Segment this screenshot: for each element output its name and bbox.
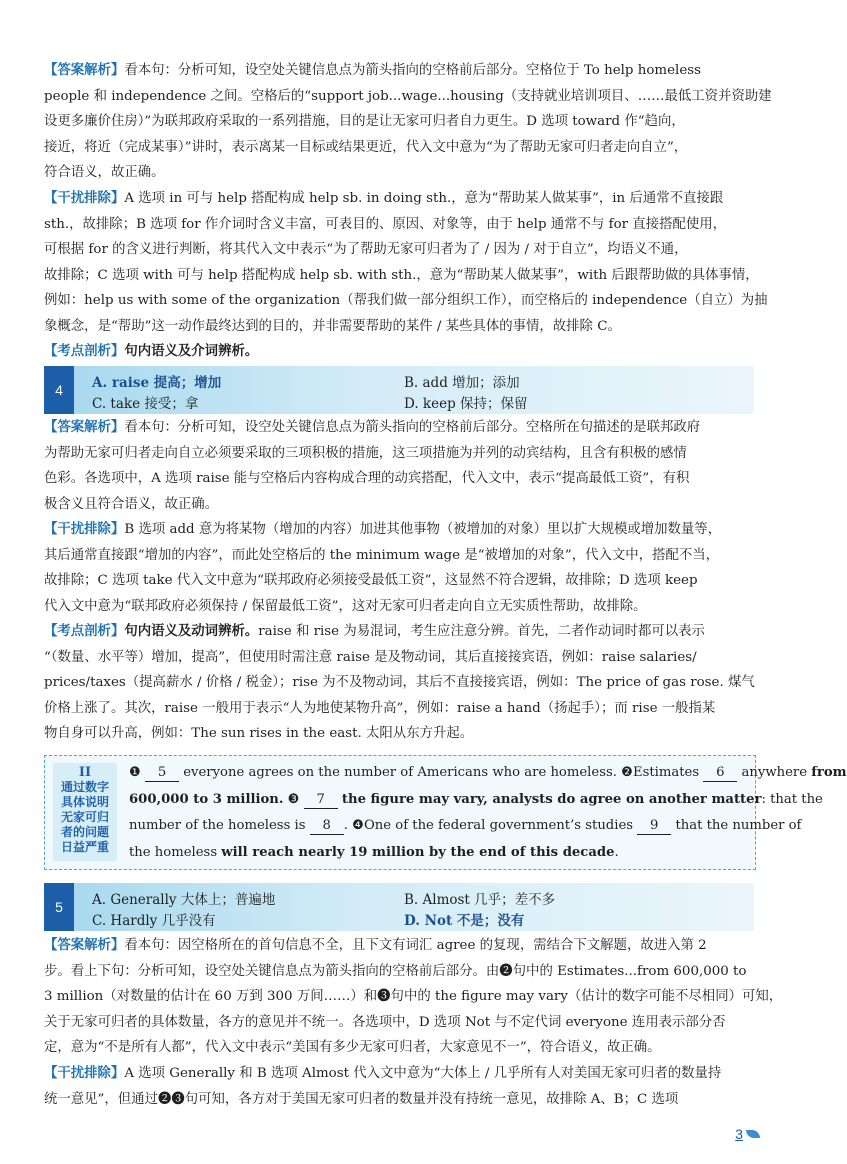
q4-exclusion: 【干扰排除】B 选项 add 意为将某物（增加的内容）加进其他事物（被增加的对象）里以扩大规模或增加数量等， 其后通常直接跟“增加的内容”，而此处空格后的 the minimum wage 是“被增加的对象”，代入文中，搭配不当， 故排除；C 选项 take 代入文中意为“联邦政府必须接受最低工资”，这显然不符合逻辑，故排除；D 选项 keep 代入文中意为“联邦政府必须保持 / 保留最低工资”，这对无家可归者走向自立无实质性帮助，故排除。 [44,521,722,614]
blank-8: 8 [310,818,344,835]
passage-section-2 [44,755,847,870]
q4-options [44,366,754,414]
question-number: 4 [44,366,74,414]
q3-point: 【考点剖析】句内语义及介词辨析。 [44,343,259,359]
page-footer [735,1126,760,1142]
q3-analysis: 【答案解析】看本句：分析可知，设空处关键信息点为箭头指向的空格前后部分。空格位于 To help homeless people 和 independence 之间。空格后的“support job...wage...housing（支持就业培训项目、……最低工资并资助建 设更多廉价住房）”为联邦政府采取的一系列措施，目的是让无家可归者自力更生。D 选项 toward 作“趋向， 接近，将近（完成某事）”讲时，表示离某一目标或结果更近，代入文中意为“为了帮助无家可归者走向自立”， 符合语义，故正确。 [44,62,772,180]
q5-exclusion: 【干扰排除】A 选项 Generally 和 B 选项 Almost 代入文中意为“大体上 / 几乎所有人对美国无家可归者的数量持 统一意见”，但通过❷❸句可知，各方对于美国无家可归者的数量并没有持统一意见，故排除 A、B；C 选项 [44,1065,722,1107]
option-d: D. Not 不是；没有 [404,913,525,929]
q5-options [44,883,754,931]
q5-analysis: 【答案解析】看本句：因空格所在的首句信息不全，且下文有词汇 agree 的复现，需结合下文解题，故进入第 2 步。看上下句：分析可知，设空处关键信息点为箭头指向的空格前后部分。由❷句中的 Estimates...from 600,000 to 3 million（对数量的估计在 60 万到 300 万间……）和❸句中的 the figure may vary（估计的数字可能不尽相同）可知， 关于无家可归者的具体数量，各方的意见并不统一。各选项中，D 选项 Not 与不定代词 everyone 连用表示部分否 定，意为“不是所有人都”，代入文中表示“美国有多少无家可归者，大家意见不一”，符合语义，故正确。 [44,937,783,1055]
analysis-label: 【答案解析】 [44,62,125,78]
point-label: 【考点剖析】 [44,343,125,359]
blank-5: 5 [145,765,179,782]
passage-text: ❶ 5 everyone agrees on the number of Americans who are homeless. ❷Estimates 6 anywhere from 600,000 to 3 million. ❸ 7 the figure may vary, analysts do agree on another matter: that the number of the homeless is 8 . ❹One of the federal government’s studies 9 that the number of the homeless will reach nearly 19 million by the end of this decade. [129,765,847,860]
q4-point: 【考点剖析】句内语义及动词辨析。raise 和 rise 为易混词，考生应注意分辨。首先，二者作动词时都可以表示 “（数量、水平等）增加，提高”，但使用时需注意 raise 是及物动词，其后直接接宾语，例如：raise salaries/ prices/taxes（提高薪水 / 价格 / 税金）；rise 为不及物动词，其后不直接接宾语，例如：The price of gas rose. 煤气 价格上涨了。其次，raise 一般用于表示“人为地使某物升高”，例如：raise a hand（扬起手）；而 rise 一般指某 物自身可以升高，例如：The sun rises in the east. 太阳从东方升起。 [44,623,755,741]
option-b: B. Almost 几乎；差不多 [404,892,556,908]
question-number: 5 [44,883,74,931]
option-c: C. Hardly 几乎没有 [92,913,216,929]
option-b: B. add 增加；添加 [404,375,520,391]
q3-exclusion: 【干扰排除】A 选项 in 可与 help 搭配构成 help sb. in doing sth.，意为“帮助某人做某事”，in 后通常不直接跟 sth.，故排除；B 选项 for 作介词时含义丰富，可表目的、原因、对象等，由于 help 通常不与 for 直接搭配使用， 可根据 for 的含义进行判断，将其代入文中表示“为了帮助无家可归者为了 / 因为 / 对于自立”，均语义不通， 故排除；C 选项 with 可与 help 搭配构成 help sb. with sth.，意为“帮助某人做某事”，with 后跟帮助做的具体事情， 例如：help us with some of the organization（帮我们做一部分组织工作），而空格后的 independence（自立）为抽 象概念，是“帮助”这一动作最终达到的目的，并非需要帮助的某件 / 某些具体的事情，故排除 C。 [44,190,768,334]
blank-9: 9 [637,818,671,835]
option-c: C. take 接受；拿 [92,396,199,412]
leaf-icon [746,1130,760,1138]
q4-analysis: 【答案解析】看本句：分析可知，设空处关键信息点为箭头指向的空格前后部分。空格所在句描述的是联邦政府 为帮助无家可归者走向自立必须要采取的三项积极的措施，这三项措施为并列的动宾结构，且含有积极的感情 色彩。各选项中，A 选项 raise 能与空格后内容构成合理的动宾搭配，代入文中，表示“提高最低工资”，有积 极含义且符合语义，故正确。 [44,419,701,512]
exclusion-label: 【干扰排除】 [44,190,125,206]
option-a: A. Generally 大体上；普遍地 [92,892,276,908]
section-side-label: II 通过数字 具体说明 无家可归 者的问题 日益严重 [53,763,117,861]
page-number: 3 [735,1126,743,1142]
blank-7: 7 [304,792,338,809]
option-d: D. keep 保持；保留 [404,396,528,412]
blank-6: 6 [703,765,737,782]
option-a: A. raise 提高；增加 [92,375,222,391]
